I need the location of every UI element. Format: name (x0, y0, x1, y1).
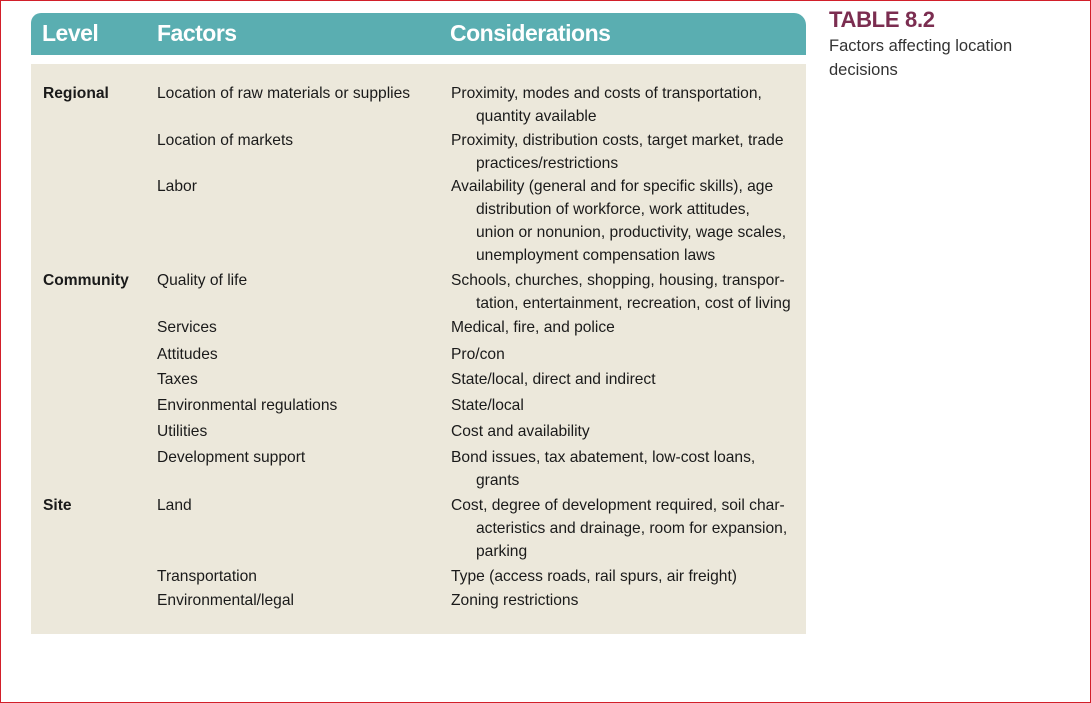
level-cell: Regional (43, 85, 109, 102)
considerations-cell (451, 269, 801, 315)
factor-cell: Location of markets (157, 132, 294, 149)
factor-cell: Services (157, 319, 217, 336)
factor-cell: Attitudes (157, 346, 218, 363)
considerations-cell (451, 129, 801, 175)
location-factors-table (31, 13, 806, 634)
considerations-line: Bond issues, tax abatement, low-cost loans, (451, 449, 756, 466)
considerations-line: Zoning restrictions (451, 592, 579, 609)
considerations-cell (451, 565, 801, 588)
considerations-line: unemployment compensation laws (476, 247, 716, 264)
considerations-cell (451, 316, 801, 339)
considerations-line: union or nonunion, productivity, wage scales, (476, 224, 787, 241)
factor-cell: Land (157, 497, 192, 514)
considerations-cell (451, 175, 801, 267)
factor-cell: Taxes (157, 371, 198, 388)
considerations-cell (451, 494, 801, 563)
considerations-line: Availability (general and for specific skills), age (451, 178, 774, 195)
considerations-cell (451, 446, 801, 492)
considerations-cell (451, 589, 801, 612)
considerations-line: Type (access roads, rail spurs, air freight) (451, 568, 737, 585)
considerations-line: practices/restrictions (476, 155, 619, 172)
considerations-cell (451, 420, 801, 443)
factor-cell: Utilities (157, 423, 208, 440)
considerations-cell (451, 394, 801, 417)
considerations-cell (451, 343, 801, 366)
considerations-line: parking (476, 543, 528, 560)
table-number: TABLE 8.2 (829, 7, 935, 32)
level-cell: Community (43, 272, 129, 289)
considerations-line: Proximity, distribution costs, target market, trade (451, 132, 784, 149)
considerations-line: acteristics and drainage, room for expansion, (476, 520, 788, 537)
considerations-line: tation, entertainment, recreation, cost of living (476, 295, 791, 312)
considerations-cell (451, 82, 801, 128)
considerations-line: Pro/con (451, 346, 505, 363)
considerations-line: State/local (451, 397, 524, 414)
considerations-line: grants (476, 472, 520, 489)
header-considerations: Considerations (450, 20, 611, 46)
considerations-line: Medical, fire, and police (451, 319, 615, 336)
considerations-cell (451, 368, 801, 391)
considerations-line: Schools, churches, shopping, housing, transpor- (451, 272, 785, 289)
level-cell: Site (43, 497, 72, 514)
factor-cell: Transportation (157, 568, 257, 585)
header-level: Level (42, 20, 99, 46)
considerations-line: State/local, direct and indirect (451, 371, 656, 388)
considerations-line: distribution of workforce, work attitudes, (476, 201, 750, 218)
considerations-line: Cost and availability (451, 423, 590, 440)
table-caption (829, 6, 1059, 82)
factor-cell: Environmental regulations (157, 397, 338, 414)
considerations-line: Cost, degree of development required, soil char- (451, 497, 785, 514)
considerations-line: quantity available (476, 108, 597, 125)
table-header (31, 13, 806, 55)
factor-cell: Quality of life (157, 272, 248, 289)
factor-cell: Environmental/legal (157, 592, 294, 609)
factor-cell: Development support (157, 449, 306, 466)
factor-cell: Labor (157, 178, 197, 195)
table-description: Factors affecting location decisions (829, 37, 1013, 79)
considerations-line: Proximity, modes and costs of transportation, (451, 85, 762, 102)
table-body (31, 64, 806, 634)
header-factors: Factors (157, 20, 237, 46)
factor-cell: Location of raw materials or supplies (157, 85, 411, 102)
